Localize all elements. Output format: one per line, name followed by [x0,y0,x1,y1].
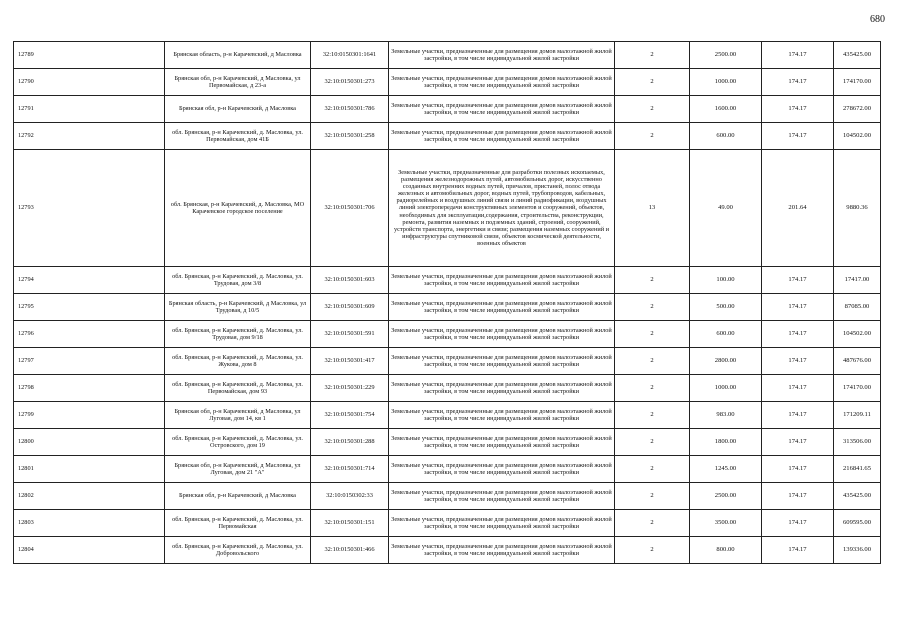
group-number-cell: 2 [615,42,690,69]
row-number-cell: 12792 [14,123,165,150]
land-use-purpose-cell: Земельные участки, предназначенные для размещения домов малоэтажной жилой застройки, в том числе индивидуальной жилой застройки [389,42,615,69]
land-use-purpose-cell: Земельные участки, предназначенные для размещения домов малоэтажной жилой застройки, в том числе индивидуальной жилой застройки [389,483,615,510]
table-row [14,375,881,402]
specific-value-cell: 174.17 [762,42,834,69]
address-cell: обл. Брянская, р-н Карачевский, д. Масловка, МО Карачевское городское поселение [165,150,311,267]
land-use-purpose-cell: Земельные участки, предназначенные для размещения домов малоэтажной жилой застройки, в том числе индивидуальной жилой застройки [389,321,615,348]
table-row [14,510,881,537]
specific-value-cell: 174.17 [762,348,834,375]
cadastral-value-cell: 9880.36 [834,150,881,267]
address-cell: Брянская обл, р-н Карачевский, д Масловка, ул Луговая, дом 14, кв 1 [165,402,311,429]
land-use-purpose-cell: Земельные участки, предназначенные для размещения домов малоэтажной жилой застройки, в том числе индивидуальной жилой застройки [389,402,615,429]
area-cell: 100.00 [690,267,762,294]
group-number-cell: 2 [615,321,690,348]
table-row [14,96,881,123]
area-cell: 800.00 [690,537,762,564]
land-use-purpose-cell: Земельные участки, предназначенные для разработки полезных ископаемых, размещения железнодорожных путей, автомобильных дорог, искусственно созданных внутренних водных путей, причалов, пристаней, полос отвода железных и автомобильных дорог, водных путей, трубопроводов, кабельных, радиорелейных и воздушных линий связи и линий радиофикации, воздушных линий электропередачи конструктивных элементов и сооружений, объектов, необходимых для эксплуатации,содержания, строительства, реконструкции, ремонта, развития наземных и подземных зданий, строений, сооружений, устройств транспорта, энергетики и связи; размещения наземных сооружений и инфраструктуры спутниковой связи, объектов космической деятельности, военных объектов [389,150,615,267]
row-number-cell: 12803 [14,510,165,537]
cadastral-value-cell: 87085.00 [834,294,881,321]
table-row [14,150,881,267]
area-cell: 2500.00 [690,483,762,510]
land-use-purpose-cell: Земельные участки, предназначенные для размещения домов малоэтажной жилой застройки, в том числе индивидуальной жилой застройки [389,294,615,321]
cadastral-number-cell: 32:10:0150301:151 [311,510,389,537]
land-use-purpose-cell: Земельные участки, предназначенные для размещения домов малоэтажной жилой застройки, в том числе индивидуальной жилой застройки [389,96,615,123]
specific-value-cell: 174.17 [762,123,834,150]
address-cell: Брянская область, р-н Карачевский, д Масловка [165,42,311,69]
address-cell: Брянская обл, р-н Карачевский, д Масловка [165,96,311,123]
area-cell: 600.00 [690,321,762,348]
cadastral-number-cell: 32:10:0150301:603 [311,267,389,294]
table-row [14,537,881,564]
table-body [14,42,881,564]
cadastral-value-cell: 609595.00 [834,510,881,537]
cadastral-number-cell: 32:10:0150301:1641 [311,42,389,69]
row-number-cell: 12797 [14,348,165,375]
cadastral-value-table [13,41,881,564]
row-number-cell: 12796 [14,321,165,348]
address-cell: обл. Брянская, р-н Карачевский, д. Масловка, ул. Жукова, дом 8 [165,348,311,375]
address-cell: обл. Брянская, р-н Карачевский, д. Масловка, ул. Островского, дом 19 [165,429,311,456]
group-number-cell: 2 [615,267,690,294]
cadastral-number-cell: 32:10:0150301:258 [311,123,389,150]
group-number-cell: 2 [615,69,690,96]
cadastral-value-cell: 216841.65 [834,456,881,483]
table-row [14,429,881,456]
area-cell: 600.00 [690,123,762,150]
area-cell: 1600.00 [690,96,762,123]
land-use-purpose-cell: Земельные участки, предназначенные для размещения домов малоэтажной жилой застройки, в том числе индивидуальной жилой застройки [389,348,615,375]
cadastral-value-cell: 17417.00 [834,267,881,294]
address-cell: обл. Брянская, р-н Карачевский, д. Масловка, ул. Добровольского [165,537,311,564]
land-use-purpose-cell: Земельные участки, предназначенные для размещения домов малоэтажной жилой застройки, в том числе индивидуальной жилой застройки [389,429,615,456]
cadastral-value-cell: 313506.00 [834,429,881,456]
area-cell: 1245.00 [690,456,762,483]
address-cell: обл. Брянская, р-н Карачевский, д. Масловка, ул. Трудовая, дом 3/8 [165,267,311,294]
row-number-cell: 12804 [14,537,165,564]
table-row [14,42,881,69]
group-number-cell: 2 [615,537,690,564]
group-number-cell: 2 [615,375,690,402]
specific-value-cell: 174.17 [762,375,834,402]
cadastral-number-cell: 32:10:0150301:706 [311,150,389,267]
cadastral-number-cell: 32:10:0150302:33 [311,483,389,510]
cadastral-number-cell: 32:10:0150301:591 [311,321,389,348]
area-cell: 2500.00 [690,42,762,69]
group-number-cell: 2 [615,348,690,375]
address-cell: Брянская область, р-н Карачевский, д Масловка, ул Трудовая, д 10/5 [165,294,311,321]
land-use-purpose-cell: Земельные участки, предназначенные для размещения домов малоэтажной жилой застройки, в том числе индивидуальной жилой застройки [389,537,615,564]
table-row [14,294,881,321]
cadastral-value-cell: 171209.11 [834,402,881,429]
specific-value-cell: 174.17 [762,69,834,96]
land-use-purpose-cell: Земельные участки, предназначенные для размещения домов малоэтажной жилой застройки, в том числе индивидуальной жилой застройки [389,456,615,483]
cadastral-value-cell: 435425.00 [834,483,881,510]
address-cell: обл. Брянская, р-н Карачевский, д. Масловка, ул. Первомайская [165,510,311,537]
specific-value-cell: 174.17 [762,510,834,537]
table-row [14,123,881,150]
land-use-purpose-cell: Земельные участки, предназначенные для размещения домов малоэтажной жилой застройки, в том числе индивидуальной жилой застройки [389,123,615,150]
table-row [14,267,881,294]
specific-value-cell: 174.17 [762,537,834,564]
row-number-cell: 12791 [14,96,165,123]
table-row [14,402,881,429]
cadastral-number-cell: 32:10:0150301:754 [311,402,389,429]
address-cell: Брянская обл, р-н Карачевский, д Масловка, ул Луговая, дом 21 "А" [165,456,311,483]
address-cell: обл. Брянская, р-н Карачевский, д. Масловка, ул. Трудовая, дом 9/18 [165,321,311,348]
specific-value-cell: 174.17 [762,429,834,456]
specific-value-cell: 201.64 [762,150,834,267]
cadastral-number-cell: 32:10:0150301:273 [311,69,389,96]
cadastral-number-cell: 32:10:0150301:714 [311,456,389,483]
cadastral-value-cell: 278672.00 [834,96,881,123]
cadastral-number-cell: 32:10:0150301:288 [311,429,389,456]
cadastral-value-cell: 104502.00 [834,321,881,348]
address-cell: Брянская обл, р-н Карачевский, д Масловка [165,483,311,510]
land-use-purpose-cell: Земельные участки, предназначенные для размещения домов малоэтажной жилой застройки, в том числе индивидуальной жилой застройки [389,510,615,537]
specific-value-cell: 174.17 [762,456,834,483]
row-number-cell: 12802 [14,483,165,510]
table-row [14,483,881,510]
table-row [14,69,881,96]
land-use-purpose-cell: Земельные участки, предназначенные для размещения домов малоэтажной жилой застройки, в том числе индивидуальной жилой застройки [389,375,615,402]
area-cell: 1800.00 [690,429,762,456]
specific-value-cell: 174.17 [762,483,834,510]
row-number-cell: 12801 [14,456,165,483]
area-cell: 49.00 [690,150,762,267]
row-number-cell: 12800 [14,429,165,456]
address-cell: обл. Брянская, р-н Карачевский, д. Масловка, ул. Первомайская, дом 93 [165,375,311,402]
row-number-cell: 12793 [14,150,165,267]
cadastral-value-cell: 139336.00 [834,537,881,564]
area-cell: 1000.00 [690,69,762,96]
cadastral-value-cell: 487676.00 [834,348,881,375]
group-number-cell: 2 [615,429,690,456]
cadastral-value-cell: 435425.00 [834,42,881,69]
area-cell: 1000.00 [690,375,762,402]
area-cell: 2800.00 [690,348,762,375]
group-number-cell: 2 [615,456,690,483]
address-cell: обл. Брянская, р-н Карачевский, д. Масловка, ул. Первомайская, дом 41Б [165,123,311,150]
land-use-purpose-cell: Земельные участки, предназначенные для размещения домов малоэтажной жилой застройки, в том числе индивидуальной жилой застройки [389,69,615,96]
row-number-cell: 12789 [14,42,165,69]
cadastral-number-cell: 32:10:0150301:786 [311,96,389,123]
table-row [14,348,881,375]
group-number-cell: 2 [615,123,690,150]
address-cell: Брянская обл, р-н Карачевский, д Масловка, ул Первомайская, д 23-а [165,69,311,96]
land-use-purpose-cell: Земельные участки, предназначенные для размещения домов малоэтажной жилой застройки, в том числе индивидуальной жилой застройки [389,267,615,294]
table-row [14,456,881,483]
cadastral-value-cell: 174170.00 [834,375,881,402]
row-number-cell: 12799 [14,402,165,429]
cadastral-number-cell: 32:10:0150301:609 [311,294,389,321]
specific-value-cell: 174.17 [762,96,834,123]
cadastral-number-cell: 32:10:0150301:229 [311,375,389,402]
row-number-cell: 12790 [14,69,165,96]
table-row [14,321,881,348]
cadastral-value-cell: 104502.00 [834,123,881,150]
group-number-cell: 2 [615,294,690,321]
specific-value-cell: 174.17 [762,321,834,348]
area-cell: 500.00 [690,294,762,321]
page-number: 680 [870,14,885,25]
cadastral-number-cell: 32:10:0150301:417 [311,348,389,375]
cadastral-value-cell: 174170.00 [834,69,881,96]
row-number-cell: 12795 [14,294,165,321]
area-cell: 3500.00 [690,510,762,537]
group-number-cell: 13 [615,150,690,267]
row-number-cell: 12794 [14,267,165,294]
specific-value-cell: 174.17 [762,294,834,321]
area-cell: 983.00 [690,402,762,429]
group-number-cell: 2 [615,96,690,123]
cadastral-number-cell: 32:10:0150301:466 [311,537,389,564]
group-number-cell: 2 [615,483,690,510]
specific-value-cell: 174.17 [762,402,834,429]
group-number-cell: 2 [615,402,690,429]
row-number-cell: 12798 [14,375,165,402]
group-number-cell: 2 [615,510,690,537]
specific-value-cell: 174.17 [762,267,834,294]
